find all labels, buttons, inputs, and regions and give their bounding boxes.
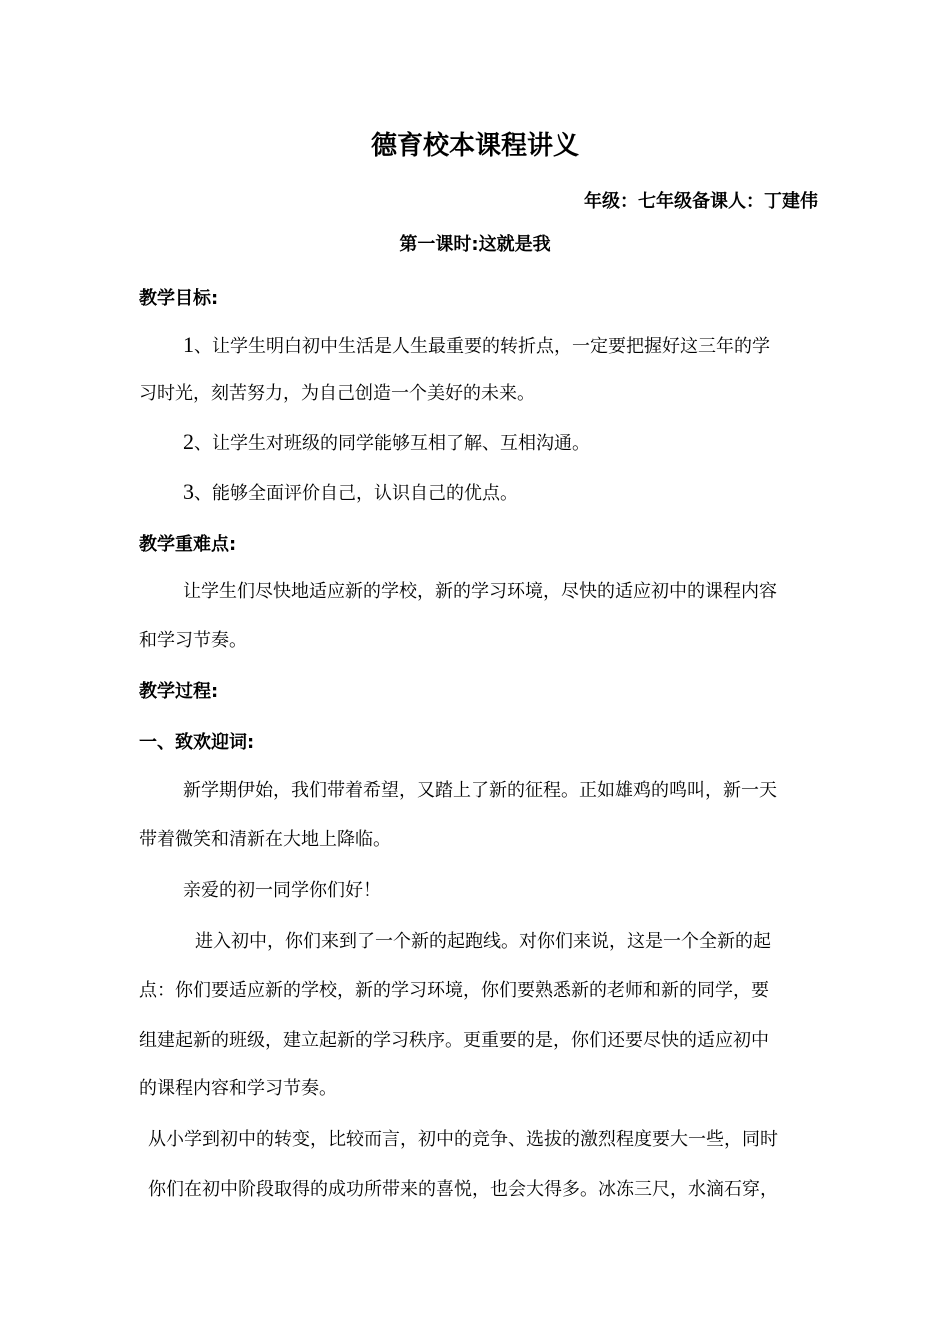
- grade-teacher-info: 年级：七年级备课人：丁建伟: [584, 191, 818, 212]
- objective-text: 、让学生明白初中生活是人生最重要的转折点，一定要把握好这三年的学: [194, 336, 770, 357]
- objective-number: 2: [183, 429, 194, 454]
- objectives-heading: 教学目标:: [139, 288, 219, 309]
- objective-item-2: [183, 430, 590, 456]
- page-title: 德育校本课程讲义: [370, 131, 579, 161]
- key-points-text: 让学生们尽快地适应新的学校，新的学习环境，尽快的适应初中的课程内容: [183, 581, 777, 602]
- objective-number: 1: [183, 332, 194, 357]
- welcome-heading: 一、致欢迎词:: [139, 732, 255, 753]
- key-points-heading: 教学重难点:: [139, 534, 237, 555]
- objective-item-3: [183, 480, 518, 506]
- objective-number: 3: [183, 479, 194, 504]
- paragraph-2: 亲爱的初一同学你们好！: [183, 880, 381, 901]
- objective-text: 、让学生对班级的同学能够互相了解、互相沟通。: [194, 433, 590, 454]
- objective-text: 、能够全面评价自己，认识自己的优点。: [194, 483, 518, 504]
- key-points-text-cont: 和学习节奏。: [139, 630, 247, 651]
- lesson-title: 第一课时:这就是我: [399, 234, 551, 255]
- objective-text-cont: 习时光，刻苦努力，为自己创造一个美好的未来。: [139, 383, 535, 404]
- process-heading: 教学过程:: [139, 681, 219, 702]
